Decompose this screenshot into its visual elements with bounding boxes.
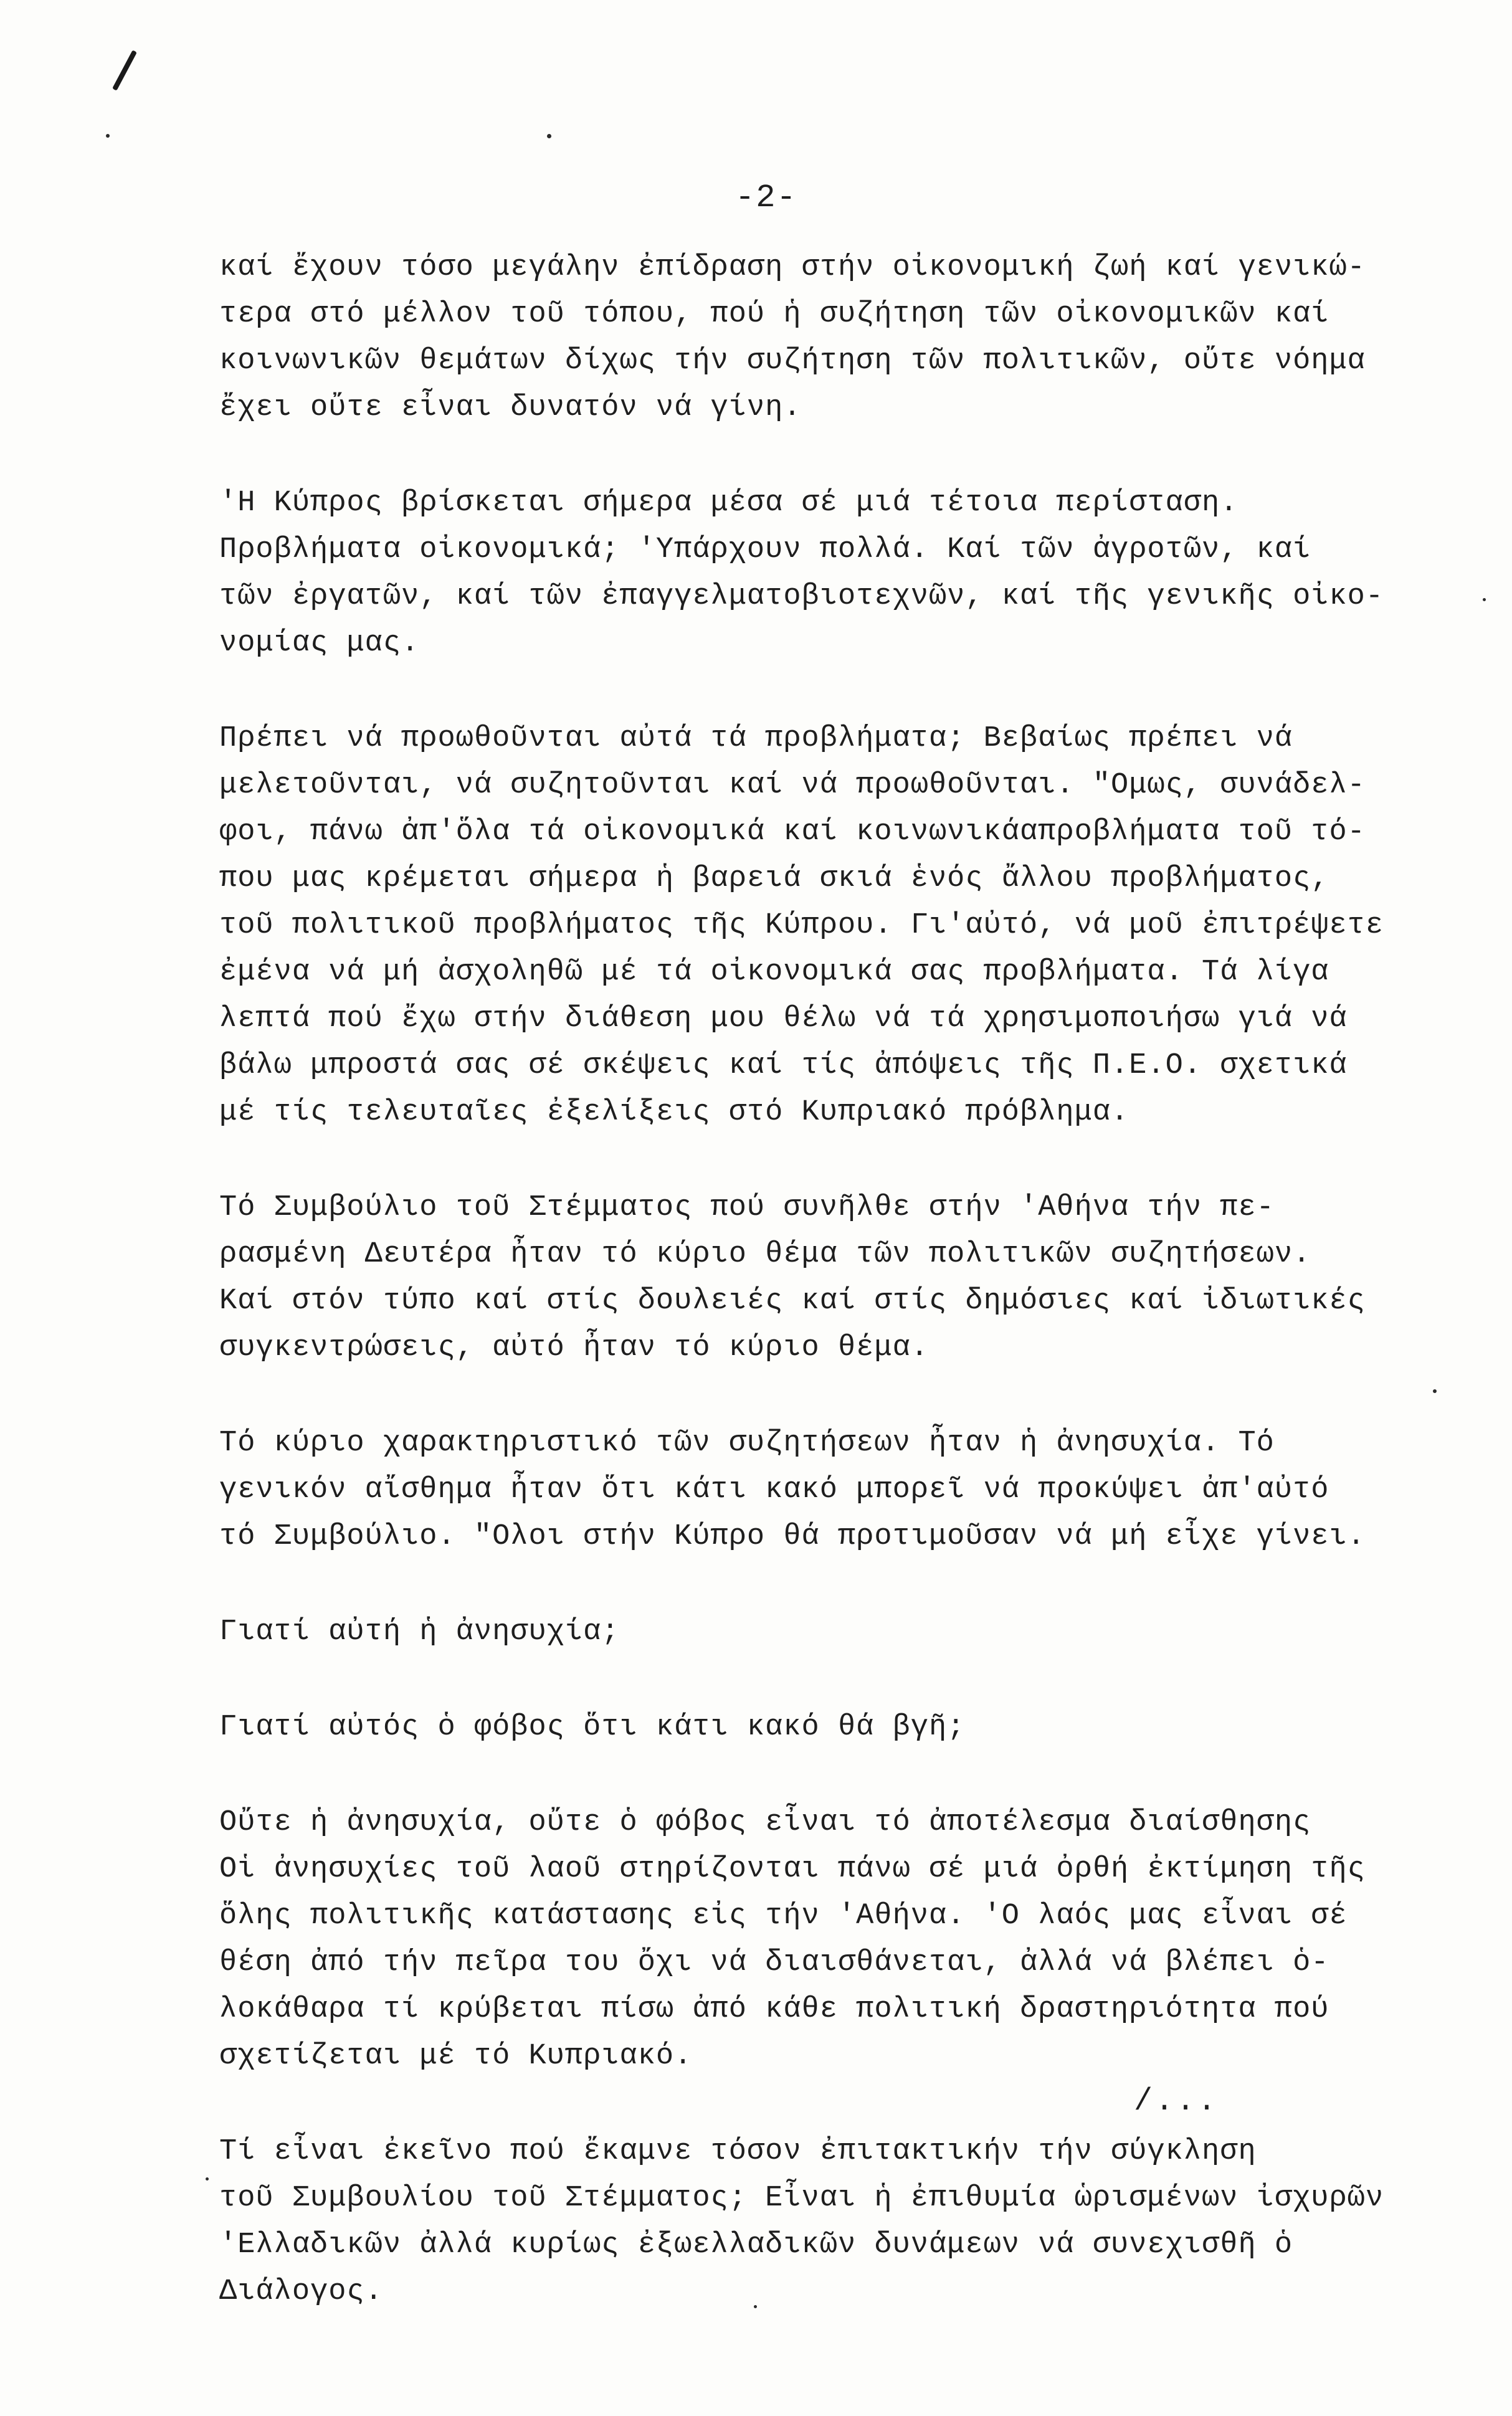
text-line: 'Ελλαδικῶν ἀλλά κυρίως ἐξωελλαδικῶν δυνάμεων νά συνεχισθῆ ὁ [219, 2228, 1293, 2261]
text-line: ἐμένα νά μή ἀσχοληθῶ μέ τά οἰκονομικά σας προβλήματα. Τά λίγα [219, 956, 1329, 989]
text-line: Οἱ ἀνησυχίες τοῦ λαοῦ στηρίζονται πάνω σέ μιά ὀρθή ἐκτίμηση τῆς [219, 1853, 1366, 1886]
paragraph [219, 1704, 1453, 1751]
text-line: λοκάθαρα τί κρύβεται πίσω ἀπό κάθε πολιτική δραστηριότητα πού [219, 1993, 1329, 2026]
ink-speck [206, 2177, 209, 2181]
text-line: λεπτά πού ἔχω στήν διάθεση μου θέλω νά τά χρησιμοποιήσω γιά νά [219, 1002, 1348, 1035]
text-line: που μας κρέμεται σήμερα ἡ βαρειά σκιά ἑνός ἄλλου προβλήματος, [219, 862, 1329, 895]
text-line: γενικόν αἴσθημα ἦταν ὅτι κάτι κακό μπορεῖ νά προκύψει ἀπ'αὐτό [219, 1473, 1329, 1506]
text-line: μέ τίς τελευταῖες ἐξελίξεις στό Κυπριακό πρόβλημα. [219, 1096, 1129, 1129]
text-line: σχετίζεται μέ τό Κυπριακό. [219, 2040, 693, 2073]
text-line: ἔχει οὔτε εἶναι δυνατόν νά γίνη. [219, 391, 802, 424]
text-line: Προβλήματα οἰκονομικά; 'Υπάρχουν πολλά. Καί τῶν ἀγροτῶν, καί [219, 533, 1311, 566]
text-line: Οὔτε ἡ ἀνησυχία, οὔτε ὁ φόβος εἶναι τό ἀποτέλεσμα διαίσθησης [219, 1806, 1311, 1839]
text-line: 'Η Κύπρος βρίσκεται σήμερα μέσα σέ μιά τέτοια περίσταση. [219, 487, 1239, 520]
page-number: -2- [735, 179, 797, 216]
continuation-mark: /... [1134, 2084, 1219, 2119]
text-line: Τό κύριο χαρακτηριστικό τῶν συζητήσεων ἦταν ἡ ἀνησυχία. Τό [219, 1427, 1275, 1460]
paragraph [219, 1184, 1453, 1371]
text-line: τοῦ πολιτικοῦ προβλήματος τῆς Κύπρου. Γι'αὐτό, νά μοῦ ἐπιτρέψετε [219, 909, 1384, 942]
ink-mark [112, 50, 137, 91]
text-line: ὅλης πολιτικῆς κατάστασης εἰς τήν 'Αθήνα. 'Ο λαός μας εἶναι σέ [219, 1900, 1348, 1933]
text-line: τό Συμβούλιο. "Ολοι στήν Κύπρο θά προτιμοῦσαν νά μή εἶχε γίνει. [219, 1520, 1366, 1553]
text-line: βάλω μπροστά σας σέ σκέψεις καί τίς ἀπόψεις τῆς Π.Ε.Ο. σχετικά [219, 1049, 1348, 1082]
paragraph [219, 1609, 1453, 1655]
text-line: θέση ἀπό τήν πεῖρα του ὄχι νά διαισθάνεται, ἀλλά νά βλέπει ὁ- [219, 1946, 1329, 1979]
paragraph [219, 715, 1453, 1136]
text-line: ρασμένη Δευτέρα ἦταν τό κύριο θέμα τῶν πολιτικῶν συζητήσεων. [219, 1238, 1311, 1271]
paragraph [219, 480, 1453, 667]
ink-speck [106, 134, 110, 138]
document-body [219, 244, 1453, 2364]
text-line: Γιατί αὐτή ἡ ἀνησυχία; [219, 1615, 620, 1648]
text-line: τοῦ Συμβουλίου τοῦ Στέμματος; Εἶναι ἡ ἐπιθυμία ὡρισμένων ἰσχυρῶν [219, 2182, 1384, 2215]
paragraph [219, 244, 1453, 431]
text-line: φοι, πάνω ἀπ'ὅλα τά οἰκονομικά καί κοινωνικάαπροβλήματα τοῦ τό- [219, 816, 1366, 849]
paragraph [219, 1420, 1453, 1560]
text-line: Καί στόν τύπο καί στίς δουλειές καί στίς δημόσιες καί ἰδιωτικές [219, 1285, 1366, 1318]
text-line: Πρέπει νά προωθοῦνται αὐτά τά προβλήματα; Βεβαίως πρέπει νά [219, 722, 1293, 755]
text-line: καί ἔχουν τόσο μεγάλην ἐπίδραση στήν οἰκονομική ζωή καί γενικώ- [219, 251, 1366, 284]
text-line: κοινωνικῶν θεμάτων δίχως τήν συζήτηση τῶν πολιτικῶν, οὔτε νόημα [219, 345, 1366, 378]
text-line: Τί εἶναι ἐκεῖνο πού ἔκαμνε τόσον ἐπιτακτικήν τήν σύγκληση [219, 2135, 1257, 2168]
text-line: τερα στό μέλλον τοῦ τόπου, πού ἡ συζήτηση τῶν οἰκονομικῶν καί [219, 298, 1329, 331]
paragraph [219, 2128, 1453, 2315]
text-line: νομίας μας. [219, 627, 420, 660]
text-line: Γιατί αὐτός ὁ φόβος ὅτι κάτι κακό θά βγῆ; [219, 1711, 966, 1744]
text-line: συγκεντρώσεις, αὐτό ἦταν τό κύριο θέμα. [219, 1331, 929, 1364]
paragraph [219, 1799, 1453, 2080]
text-line: μελετοῦνται, νά συζητοῦνται καί νά προωθοῦνται. "Ομως, συνάδελ- [219, 769, 1366, 802]
ink-speck [547, 134, 551, 138]
text-line: Διάλογος. [219, 2275, 383, 2308]
text-line: τῶν ἐργατῶν, καί τῶν ἐπαγγελματοβιοτεχνῶν, καί τῆς γενικῆς οἰκο- [219, 580, 1384, 613]
ink-speck [1483, 598, 1486, 601]
text-line: Τό Συμβούλιο τοῦ Στέμματος πού συνῆλθε στήν 'Αθήνα τήν πε- [219, 1191, 1275, 1224]
